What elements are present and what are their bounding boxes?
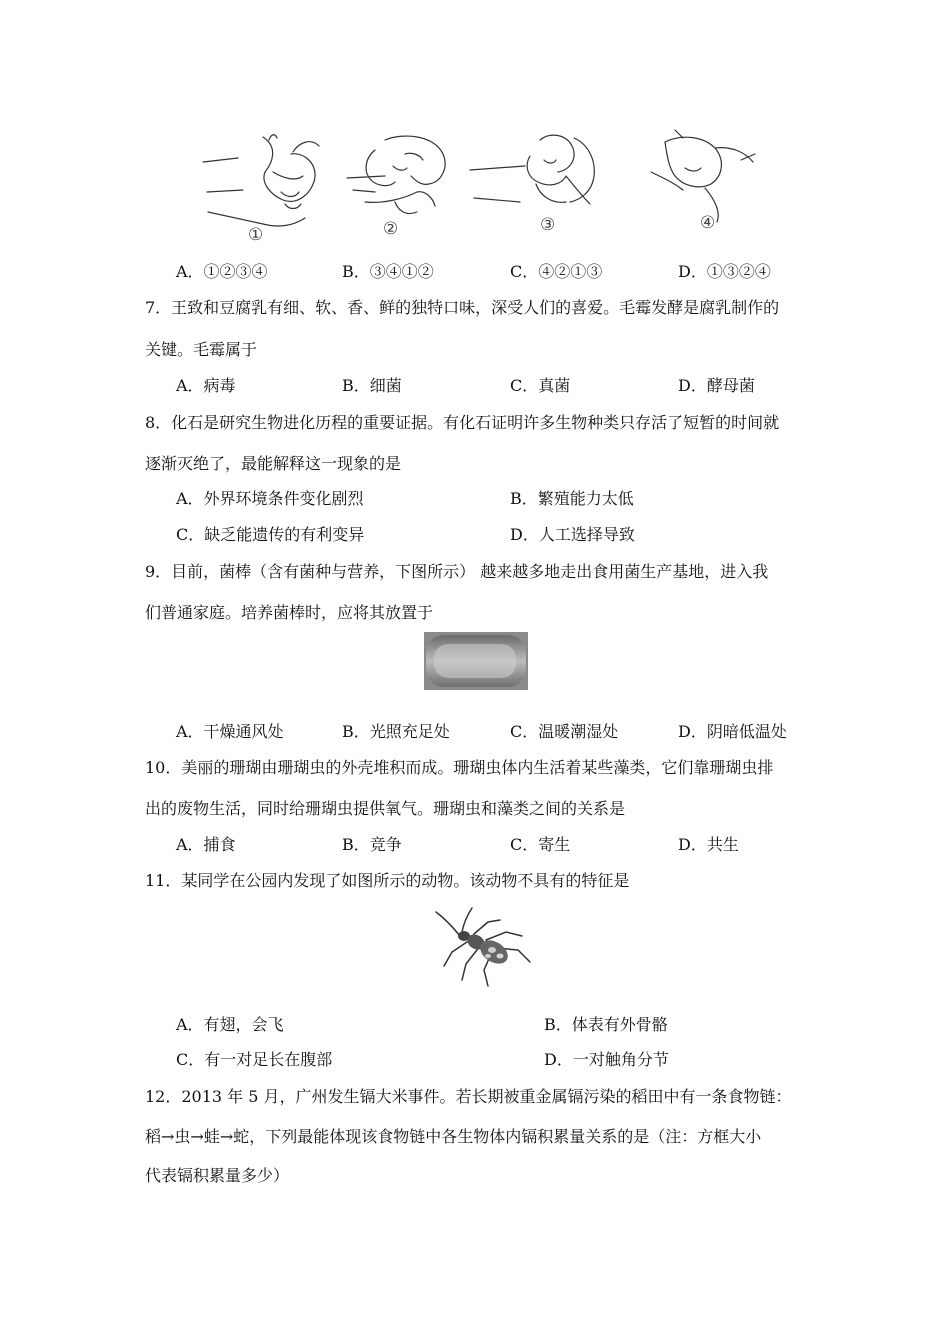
q6-option-d[interactable]: D．①③②④: [678, 262, 771, 281]
q10-option-c[interactable]: C．寄生: [510, 835, 571, 854]
figure-label-3: ③: [540, 215, 556, 235]
q11-option-d[interactable]: D．一对触角分节: [544, 1050, 669, 1069]
q9-stem-line-2: 们普通家庭。培养菌棒时，应将其放置于: [145, 603, 434, 622]
q12-stem-line-2: 稻→虫→蛙→蛇，下列最能体现该食物链中各生物体内镉积累量关系的是（注：方框大小: [145, 1127, 762, 1146]
q9-option-c[interactable]: C．温暖潮湿处: [510, 722, 619, 741]
q9-option-b[interactable]: B．光照充足处: [342, 722, 450, 741]
q10-option-b[interactable]: B．竞争: [342, 835, 402, 854]
q10-stem-line-2: 出的废物生活，同时给珊瑚虫提供氧气。珊瑚虫和藻类之间的关系是: [145, 799, 626, 818]
q11-option-b[interactable]: B．体表有外骨骼: [544, 1015, 668, 1034]
q12-stem-line-3: 代表镉积累量多少）: [145, 1166, 290, 1185]
q10-stem-line-1: 10．美丽的珊瑚由珊瑚虫的外壳堆积而成。珊瑚虫体内生活着某些藻类，它们靠珊瑚虫排: [145, 758, 774, 777]
q7-option-b[interactable]: B．细菌: [342, 376, 402, 395]
q8-option-c[interactable]: C．缺乏能遗传的有利变异: [176, 525, 365, 544]
q10-option-a[interactable]: A．捕食: [176, 835, 236, 854]
q11-option-a[interactable]: A．有翅，会飞: [176, 1015, 284, 1034]
figure-label-4: ④: [700, 213, 716, 233]
q7-option-a[interactable]: A．病毒: [176, 376, 236, 395]
q8-stem-line-2: 逐渐灭绝了，最能解释这一现象的是: [145, 454, 402, 473]
q8-option-a[interactable]: A．外界环境条件变化剧烈: [176, 489, 364, 508]
q7-option-d[interactable]: D．酵母菌: [678, 376, 755, 395]
q6-option-b[interactable]: B．③④①②: [342, 262, 434, 281]
q8-stem-line-1: 8．化石是研究生物进化历程的重要证据。有化石证明许多生物种类只存活了短暂的时间就: [145, 413, 780, 432]
q8-option-d[interactable]: D．人工选择导致: [510, 525, 635, 544]
q7-stem-line-1: 7．王致和豆腐乳有细、软、香、鲜的独特口味，深受人们的喜爱。毛霉发酵是腐乳制作的: [145, 298, 780, 317]
insect-image: [430, 906, 540, 988]
q12-stem-line-1: 12．2013 年 5 月，广州发生镉大米事件。若长期被重金属镉污染的稻田中有一条食物链：: [145, 1087, 792, 1106]
figure-label-1: ①: [248, 225, 264, 245]
q7-option-c[interactable]: C．真菌: [510, 376, 571, 395]
first-aid-sketch-3: [470, 130, 620, 240]
first-aid-sketch-2: [345, 132, 455, 242]
q6-option-c[interactable]: C．④②①③: [510, 262, 603, 281]
q11-stem-line-1: 11．某同学在公园内发现了如图所示的动物。该动物不具有的特征是: [145, 871, 630, 890]
q9-option-d[interactable]: D．阴暗低温处: [678, 722, 787, 741]
q7-stem-line-2: 关键。毛霉属于: [145, 340, 258, 359]
q9-stem-line-1: 9．目前，菌棒（含有菌种与营养，下图所示） 越来越多地走出食用菌生产基地，进入我: [145, 562, 769, 581]
q8-option-b[interactable]: B．繁殖能力太低: [510, 489, 634, 508]
figure-label-2: ②: [383, 219, 399, 239]
q9-option-a[interactable]: A．干燥通风处: [176, 722, 284, 741]
first-aid-sketch-1: [203, 132, 333, 245]
q10-option-d[interactable]: D．共生: [678, 835, 739, 854]
q11-option-c[interactable]: C．有一对足长在腹部: [176, 1050, 333, 1069]
mushroom-stick-image: [424, 632, 528, 690]
q6-option-a[interactable]: A．①②③④: [176, 262, 268, 281]
first-aid-sketch-4: [645, 128, 765, 243]
